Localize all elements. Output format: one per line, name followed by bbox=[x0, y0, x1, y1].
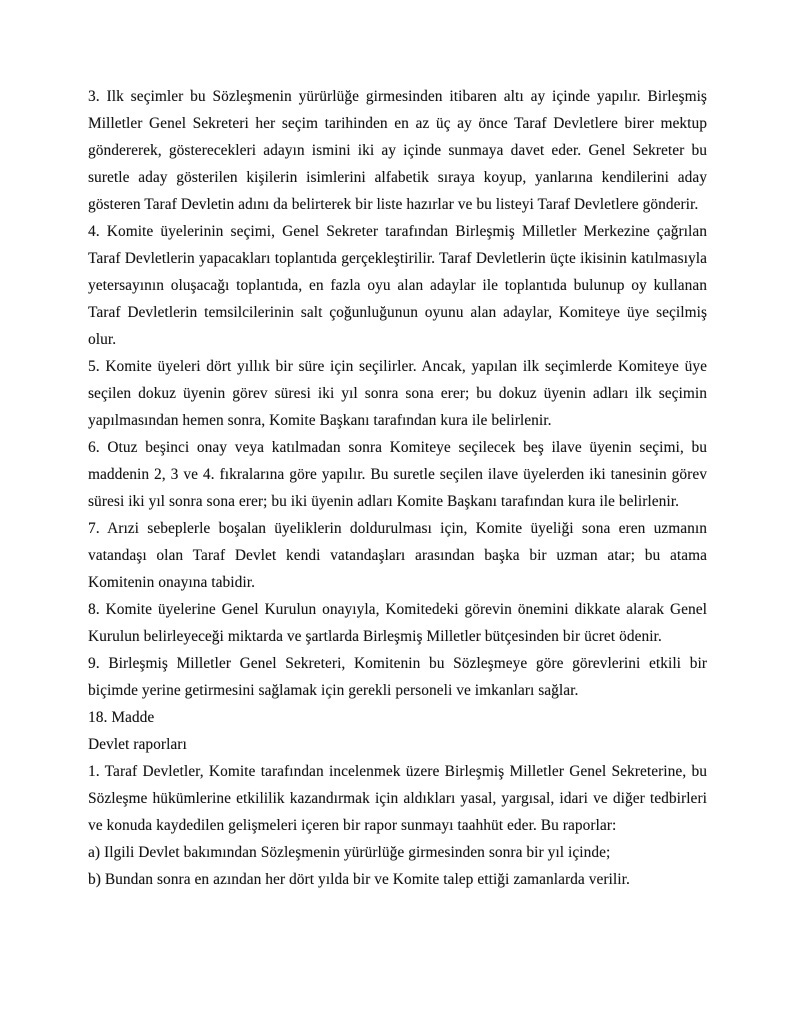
clause-7: 7. Arızi sebeplerle boşalan üyeliklerin doldurulması için, Komite üyeliği sona eren uzmanın vatandaşı olan Taraf Devlet kendi vatandaşları arasından başka bir uzman atar; bu atama Komitenin onayına tabidir. bbox=[88, 520, 707, 591]
article-subheading: Devlet raporları bbox=[88, 736, 187, 753]
clause-9: 9. Birleşmiş Milletler Genel Sekreteri, Komitenin bu Sözleşmeye göre görevlerini etkili bir biçimde yerine getirmesini sağlamak için gerekli personeli ve imkanları sağlar. bbox=[88, 655, 707, 699]
clause-3: 3. Ilk seçimler bu Sözleşmenin yürürlüğe girmesinden itibaren altı ay içinde yapılır. Birleşmiş Milletler Genel Sekreteri her seçim tarihinden en az üç ay önce Taraf Devletlere birer mektup göndererek, gösterecekleri adayın ismini iki ay içinde sunmaya davet eder. Genel Sekreter bu suretle aday gösterilen kişilerin isimlerini alfabetik sıraya koyup, yanlarına kendilerini aday gösteren Taraf Devletin adını da belirterek bir liste hazırlar ve bu listeyi Taraf Devletlere gönderir. bbox=[88, 88, 707, 213]
clause-4: 4. Komite üyelerinin seçimi, Genel Sekreter tarafından Birleşmiş Milletler Merkezine çağrılan Taraf Devletlerin yapacakları toplantıda gerçekleştirilir. Taraf Devletlerin üçte ikisinin katılmasıyla yetersayının oluşacağı toplantıda, en fazla oyu alan adaylar ile toplantıda bulunup oy kullanan Taraf Devletlerin temsilcilerinin salt çoğunluğunun oyunu alan adaylar, Komiteye üye seçilmiş olur. bbox=[88, 223, 707, 348]
clause-6: 6. Otuz beşinci onay veya katılmadan sonra Komiteye seçilecek beş ilave üyenin seçimi, bu maddenin 2, 3 ve 4. fıkralarına göre yapılır. Bu suretle seçilen ilave üyelerden iki tanesinin görev süresi iki yıl sonra sona erer; bu iki üyenin adları Komite Başkanı tarafından kura ile belirlenir. bbox=[88, 439, 707, 510]
clause-1: 1. Taraf Devletler, Komite tarafından incelenmek üzere Birleşmiş Milletler Genel Sekreterine, bu Sözleşme hükümlerine etkililik kazandırmak için aldıkları yasal, yargısal, idari ve diğer tedbirleri ve konuda kaydedilen gelişmeleri içeren bir rapor sunmayı taahhüt eder. Bu raporlar: bbox=[88, 763, 707, 834]
article-heading: 18. Madde bbox=[88, 709, 155, 726]
document-text-block bbox=[88, 83, 707, 893]
list-item-a: a) Ilgili Devlet bakımından Sözleşmenin yürürlüğe girmesinden sonra bir yıl içinde; bbox=[88, 844, 611, 861]
clause-5: 5. Komite üyeleri dört yıllık bir süre için seçilirler. Ancak, yapılan ilk seçimlerde Komiteye üye seçilen dokuz üyenin görev süresi iki yıl sonra sona erer; bu dokuz üyenin adları ilk seçimin yapılmasından hemen sonra, Komite Başkanı tarafından kura ile belirlenir. bbox=[88, 358, 707, 429]
list-item-b: b) Bundan sonra en azından her dört yılda bir ve Komite talep ettiği zamanlarda verilir. bbox=[88, 871, 630, 888]
clause-8: 8. Komite üyelerine Genel Kurulun onayıyla, Komitedeki görevin önemini dikkate alarak Genel Kurulun belirleyeceği miktarda ve şartlarda Birleşmiş Milletler bütçesinden bir ücret ödenir. bbox=[88, 601, 707, 645]
